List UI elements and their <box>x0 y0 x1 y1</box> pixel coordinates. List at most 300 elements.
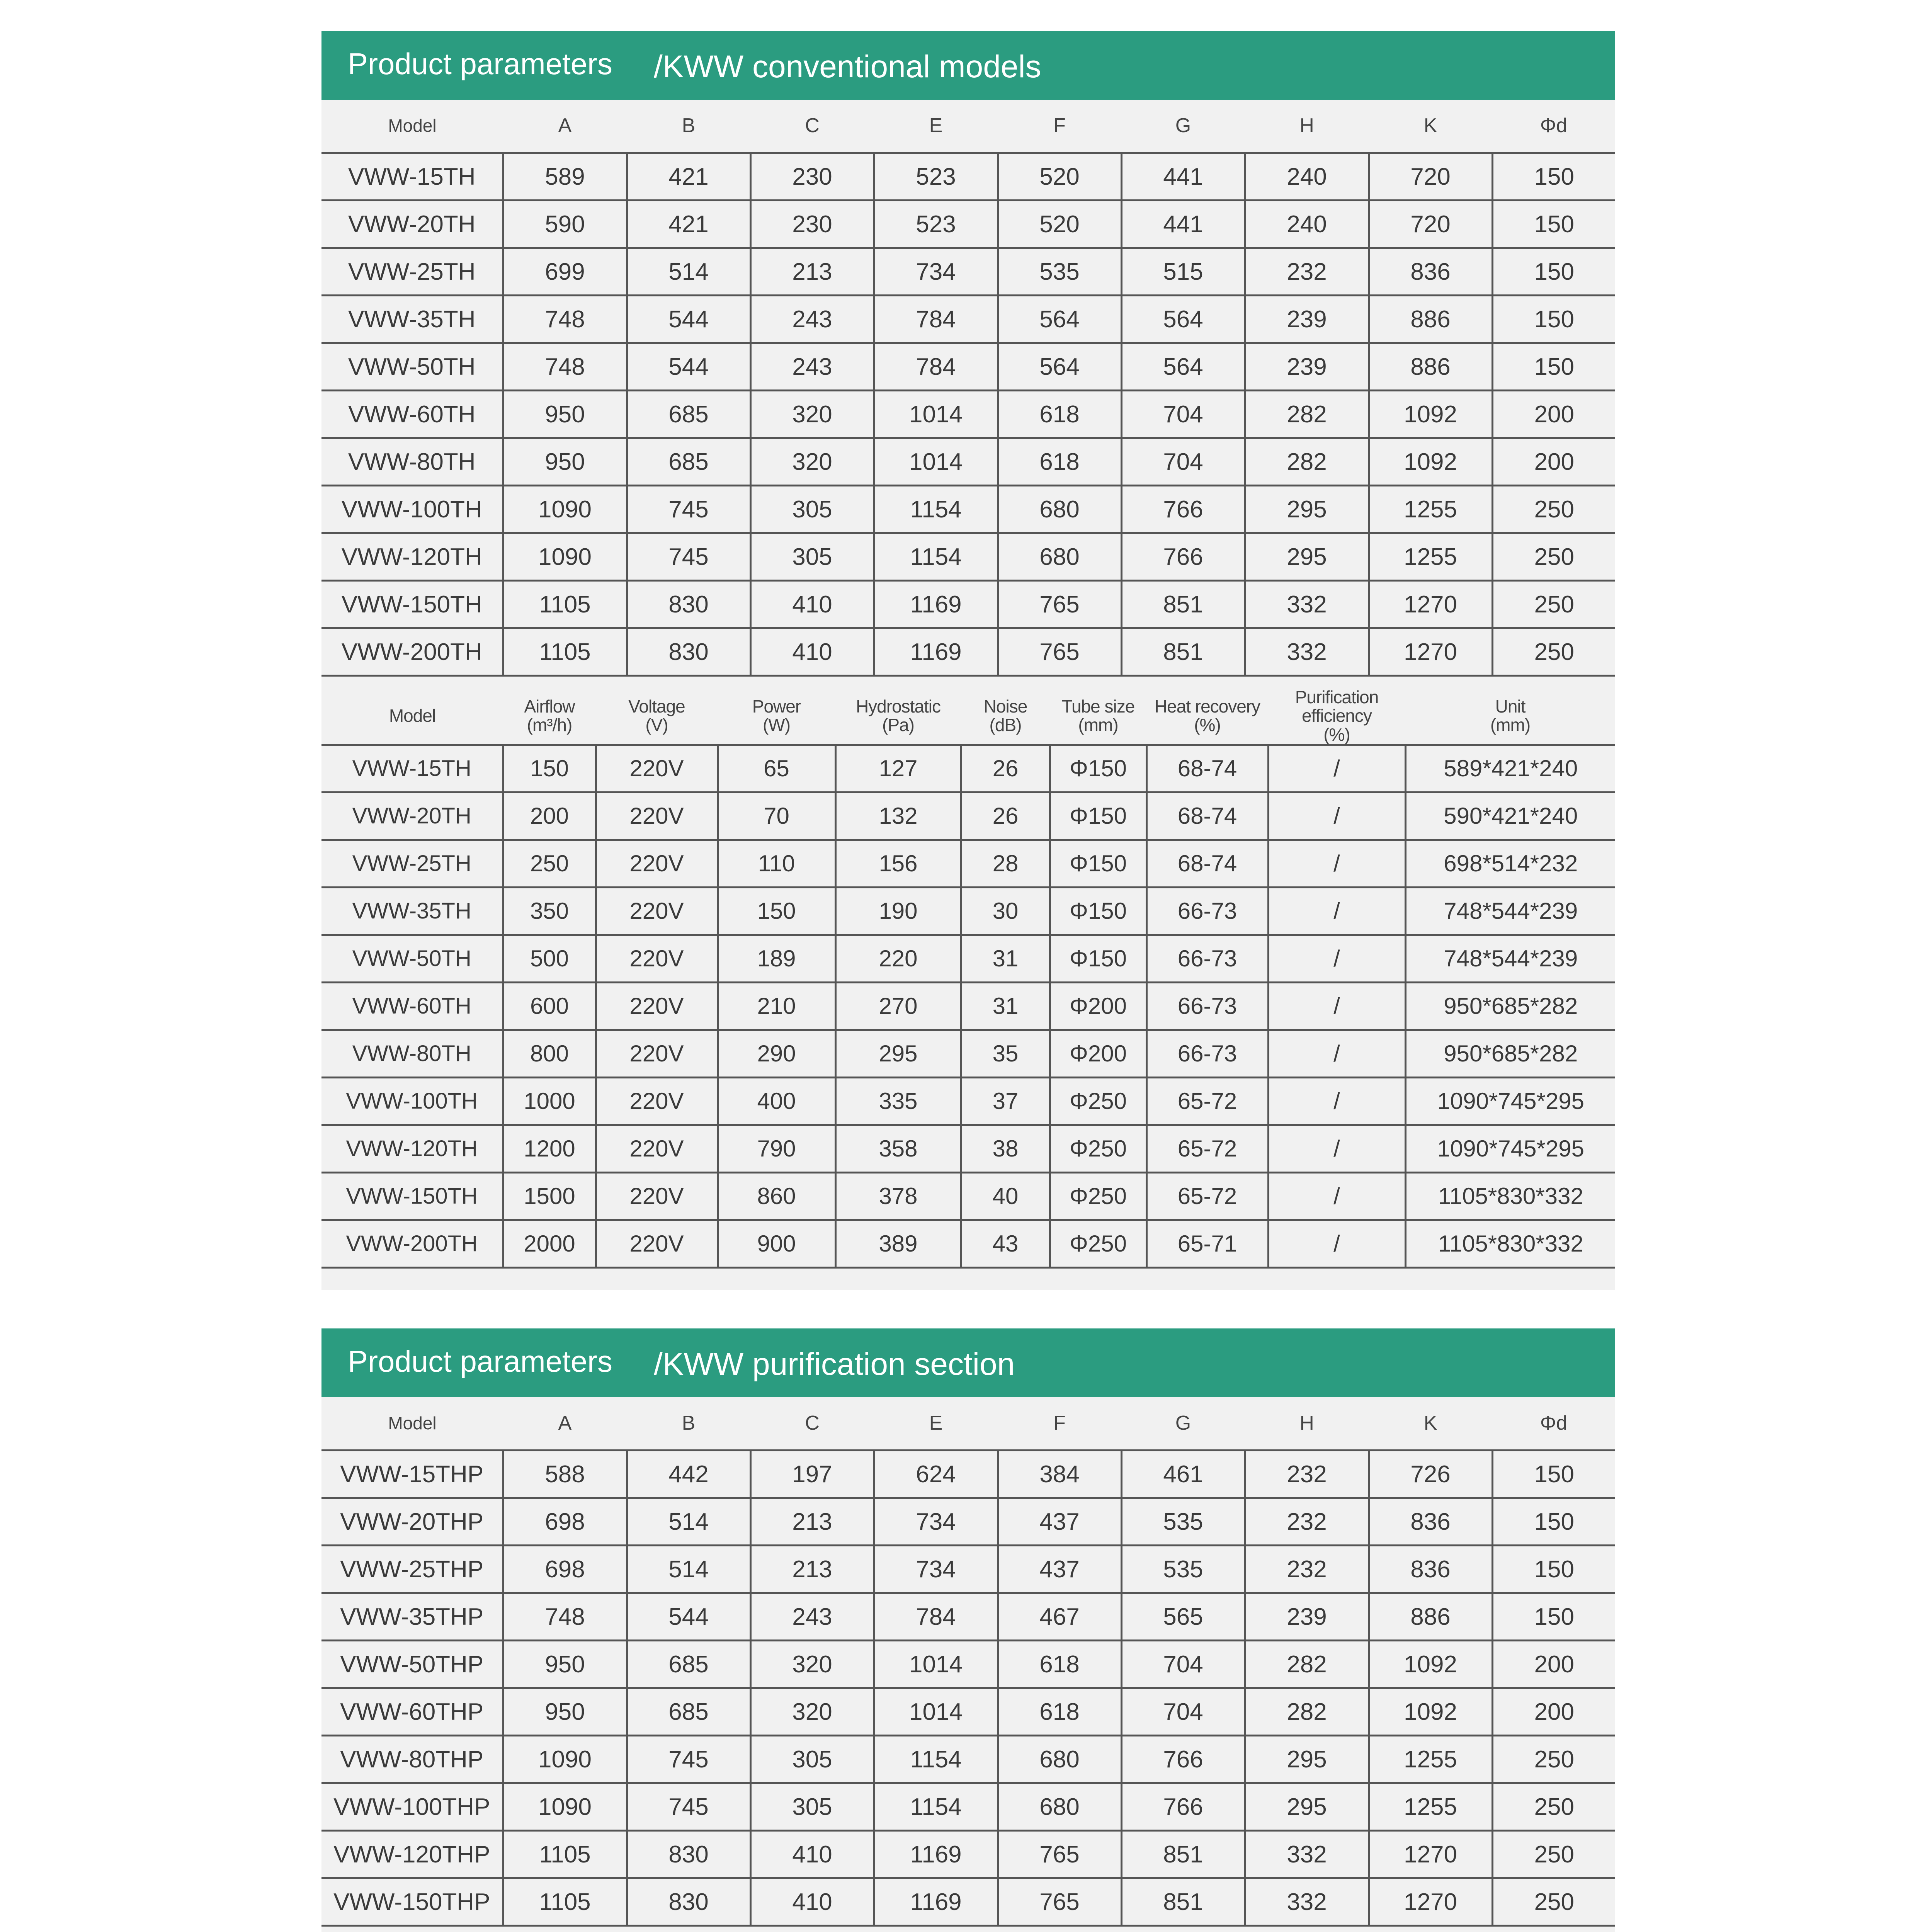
table-cell: 1105 <box>503 1878 627 1926</box>
table-cell: 410 <box>750 1878 874 1926</box>
table-cell: 282 <box>1245 1641 1369 1688</box>
table-cell: 726 <box>1369 1451 1492 1498</box>
model-cell: VWW-120THP <box>321 1831 503 1878</box>
table-cell: 1014 <box>874 391 998 438</box>
section-title: Product parameters <box>348 47 612 81</box>
column-header-label: Heat recovery <box>1154 696 1260 717</box>
table-cell: 1270 <box>1369 1878 1492 1926</box>
table-cell: 766 <box>1121 1783 1245 1831</box>
column-header-label: Hydrostatic <box>855 696 941 717</box>
table-cell: 68-74 <box>1146 840 1268 887</box>
table-cell: 232 <box>1245 1451 1369 1498</box>
column-header: Model <box>321 1397 503 1451</box>
table-cell: / <box>1268 1125 1405 1172</box>
column-header: G <box>1121 1397 1245 1451</box>
table-cell: 765 <box>998 628 1121 676</box>
table-header-row <box>321 1397 1615 1451</box>
column-header-label: Airflow <box>524 696 575 717</box>
table-cell: 150 <box>1492 1451 1615 1498</box>
model-cell: VWW-25TH <box>321 248 503 296</box>
table-cell: 332 <box>1245 1831 1369 1878</box>
table-cell: 523 <box>874 153 998 201</box>
table-cell: 250 <box>1492 1736 1615 1783</box>
table-cell: 441 <box>1121 201 1245 248</box>
table-cell: 704 <box>1121 391 1245 438</box>
table-row <box>321 581 1615 628</box>
table-cell: 437 <box>998 1546 1121 1593</box>
table-cell: 1169 <box>874 581 998 628</box>
model-cell: VWW-150TH <box>321 581 503 628</box>
model-cell: VWW-60TH <box>321 982 503 1030</box>
table-cell: 851 <box>1121 1831 1245 1878</box>
column-header <box>321 688 503 745</box>
model-cell: VWW-50TH <box>321 935 503 982</box>
column-header <box>596 688 718 745</box>
table-row <box>321 745 1615 792</box>
table-cell: 950*685*282 <box>1405 1030 1615 1077</box>
table-cell: 836 <box>1369 248 1492 296</box>
table-cell: 523 <box>874 201 998 248</box>
table-row <box>321 1878 1615 1926</box>
table-cell: 704 <box>1121 438 1245 486</box>
table-cell: 350 <box>503 887 596 935</box>
table-cell: 66-73 <box>1146 1030 1268 1077</box>
model-cell: VWW-100THP <box>321 1783 503 1831</box>
column-header: C <box>750 100 874 153</box>
column-header-unit: (Pa) <box>882 715 914 735</box>
table-cell: 220V <box>596 792 718 840</box>
table-cell: 320 <box>750 438 874 486</box>
table-cell: 680 <box>998 533 1121 581</box>
table-cell: 239 <box>1245 296 1369 343</box>
table-row <box>321 935 1615 982</box>
table-cell: 1270 <box>1369 628 1492 676</box>
table-cell: 1014 <box>874 438 998 486</box>
table-cell: 243 <box>750 296 874 343</box>
table-cell: 698 <box>503 1498 627 1546</box>
table-cell: 31 <box>961 935 1050 982</box>
table-cell: 243 <box>750 343 874 391</box>
table-cell: 1105 <box>503 1831 627 1878</box>
table-row <box>321 296 1615 343</box>
table-row <box>321 1498 1615 1546</box>
table-cell: 68-74 <box>1146 792 1268 840</box>
table-cell: 618 <box>998 1641 1121 1688</box>
table-cell: 421 <box>627 153 750 201</box>
table-header-row <box>321 100 1615 153</box>
table-cell: 520 <box>998 201 1121 248</box>
table-cell: 200 <box>503 792 596 840</box>
table-row <box>321 1641 1615 1688</box>
table-row <box>321 486 1615 533</box>
table-row <box>321 628 1615 676</box>
table-cell: 564 <box>1121 296 1245 343</box>
table-cell: 589*421*240 <box>1405 745 1615 792</box>
table-cell: 515 <box>1121 248 1245 296</box>
table-cell: 232 <box>1245 248 1369 296</box>
table-cell: 213 <box>750 248 874 296</box>
column-header: C <box>750 1397 874 1451</box>
table-cell: 745 <box>627 486 750 533</box>
table-row <box>321 1783 1615 1831</box>
table-cell: 800 <box>503 1030 596 1077</box>
table-cell: 150 <box>1492 248 1615 296</box>
column-header: B <box>627 100 750 153</box>
table-row <box>321 792 1615 840</box>
table-row <box>321 1688 1615 1736</box>
table-cell: 1169 <box>874 1831 998 1878</box>
table-cell: 1105*830*332 <box>1405 1220 1615 1267</box>
table-row <box>321 533 1615 581</box>
table-cell: Φ200 <box>1050 982 1146 1030</box>
table-cell: 442 <box>627 1451 750 1498</box>
table-cell: 240 <box>1245 153 1369 201</box>
table-cell: 766 <box>1121 533 1245 581</box>
purification-section <box>321 1328 1615 1932</box>
table-cell: 38 <box>961 1125 1050 1172</box>
table-cell: 600 <box>503 982 596 1030</box>
table-cell: 127 <box>835 745 961 792</box>
column-header: E <box>874 1397 998 1451</box>
table-cell: 68-74 <box>1146 745 1268 792</box>
column-header: Φd <box>1492 100 1615 153</box>
table-cell: / <box>1268 792 1405 840</box>
table-cell: 26 <box>961 792 1050 840</box>
table-cell: 295 <box>1245 533 1369 581</box>
table-cell: 220V <box>596 1030 718 1077</box>
table-cell: 900 <box>718 1220 835 1267</box>
table-cell: 704 <box>1121 1688 1245 1736</box>
column-header: H <box>1245 1397 1369 1451</box>
table-cell: 1270 <box>1369 1831 1492 1878</box>
table-cell: 150 <box>1492 1593 1615 1641</box>
column-header-unit: (W) <box>762 715 791 735</box>
column-header: G <box>1121 100 1245 153</box>
table-cell: 704 <box>1121 1641 1245 1688</box>
table-cell: 200 <box>1492 438 1615 486</box>
model-cell: VWW-200TH <box>321 628 503 676</box>
table-row <box>321 201 1615 248</box>
table-cell: 860 <box>718 1172 835 1220</box>
column-header: E <box>874 100 998 153</box>
model-cell: VWW-50THP <box>321 1641 503 1688</box>
table-cell: 514 <box>627 1546 750 1593</box>
table-cell: 734 <box>874 1498 998 1546</box>
table-cell: 564 <box>1121 343 1245 391</box>
column-header: F <box>998 100 1121 153</box>
table-cell: 544 <box>627 343 750 391</box>
table-cell: 1500 <box>503 1172 596 1220</box>
table-cell: 1255 <box>1369 533 1492 581</box>
table-cell: 564 <box>998 296 1121 343</box>
table-cell: 590*421*240 <box>1405 792 1615 840</box>
table-row <box>321 840 1615 887</box>
table-cell: 200 <box>1492 391 1615 438</box>
column-header-unit: (%) <box>1323 724 1350 745</box>
table-cell: / <box>1268 1077 1405 1125</box>
column-header-unit: (mm) <box>1490 715 1531 735</box>
table-cell: 389 <box>835 1220 961 1267</box>
column-header-unit: (mm) <box>1078 715 1118 735</box>
table-cell: 250 <box>1492 581 1615 628</box>
model-cell: VWW-120TH <box>321 533 503 581</box>
table-cell: 220V <box>596 840 718 887</box>
table-cell: 699 <box>503 248 627 296</box>
table-cell: 156 <box>835 840 961 887</box>
table-cell: Φ150 <box>1050 792 1146 840</box>
column-header <box>1405 688 1615 745</box>
table-cell: 784 <box>874 296 998 343</box>
section-subtitle: /KWW conventional models <box>654 49 1041 84</box>
table-row <box>321 1220 1615 1267</box>
table-cell: 305 <box>750 1736 874 1783</box>
table-cell: 685 <box>627 391 750 438</box>
table-cell: 150 <box>1492 153 1615 201</box>
table-cell: 270 <box>835 982 961 1030</box>
table-cell: 784 <box>874 1593 998 1641</box>
table-cell: Φ150 <box>1050 745 1146 792</box>
table-cell: 1092 <box>1369 1641 1492 1688</box>
table-cell: / <box>1268 1030 1405 1077</box>
table-cell: 250 <box>1492 1831 1615 1878</box>
table-cell: Φ150 <box>1050 935 1146 982</box>
model-cell: VWW-20TH <box>321 792 503 840</box>
column-header: K <box>1369 100 1492 153</box>
table-cell: 698 <box>503 1546 627 1593</box>
table-cell: 26 <box>961 745 1050 792</box>
table-cell: 748 <box>503 296 627 343</box>
table-cell: 950 <box>503 438 627 486</box>
table-cell: 886 <box>1369 296 1492 343</box>
table-cell: 282 <box>1245 391 1369 438</box>
table-cell: 680 <box>998 1783 1121 1831</box>
table-cell: / <box>1268 745 1405 792</box>
table-row <box>321 1831 1615 1878</box>
table-cell: 65 <box>718 745 835 792</box>
table-cell: 250 <box>1492 1878 1615 1926</box>
table-cell: Φ200 <box>1050 1030 1146 1077</box>
table-cell: 590 <box>503 201 627 248</box>
table-cell: Φ250 <box>1050 1125 1146 1172</box>
table-cell: 410 <box>750 628 874 676</box>
column-header <box>1050 688 1146 745</box>
table-cell: 500 <box>503 935 596 982</box>
table-cell: 680 <box>998 1736 1121 1783</box>
table-row <box>321 1125 1615 1172</box>
performance-table <box>321 688 1615 1269</box>
model-cell: VWW-60THP <box>321 1688 503 1736</box>
model-cell: VWW-60TH <box>321 391 503 438</box>
column-header: B <box>627 1397 750 1451</box>
model-cell: VWW-35TH <box>321 296 503 343</box>
table-cell: 213 <box>750 1498 874 1546</box>
table-cell: 320 <box>750 1688 874 1736</box>
column-header-unit: (m³/h) <box>527 715 572 735</box>
model-cell: VWW-80TH <box>321 1030 503 1077</box>
table-cell: 243 <box>750 1593 874 1641</box>
table-cell: 748 <box>503 1593 627 1641</box>
table-cell: 384 <box>998 1451 1121 1498</box>
table-cell: 421 <box>627 201 750 248</box>
table-cell: 467 <box>998 1593 1121 1641</box>
table-row <box>321 982 1615 1030</box>
section-subtitle: /KWW purification section <box>654 1347 1015 1382</box>
column-header: K <box>1369 1397 1492 1451</box>
table-cell: 734 <box>874 248 998 296</box>
model-cell: VWW-150TH <box>321 1172 503 1220</box>
column-header <box>835 688 961 745</box>
table-cell: 150 <box>503 745 596 792</box>
table-cell: 441 <box>1121 153 1245 201</box>
table-cell: 43 <box>961 1220 1050 1267</box>
table-cell: 1105 <box>503 581 627 628</box>
table-cell: 886 <box>1369 1593 1492 1641</box>
table-row <box>321 1546 1615 1593</box>
table-cell: 784 <box>874 343 998 391</box>
table-cell: 1105 <box>503 628 627 676</box>
section-title-bar <box>321 31 1615 100</box>
table-cell: 685 <box>627 1641 750 1688</box>
table-cell: 1270 <box>1369 581 1492 628</box>
table-row <box>321 391 1615 438</box>
table-cell: 514 <box>627 248 750 296</box>
table-cell: 70 <box>718 792 835 840</box>
table-cell: 239 <box>1245 343 1369 391</box>
table-row <box>321 248 1615 296</box>
table-cell: 698*514*232 <box>1405 840 1615 887</box>
model-cell: VWW-100TH <box>321 1077 503 1125</box>
column-header: F <box>998 1397 1121 1451</box>
table-cell: 1169 <box>874 1878 998 1926</box>
table-cell: 588 <box>503 1451 627 1498</box>
model-cell: VWW-80THP <box>321 1736 503 1783</box>
table-row <box>321 1593 1615 1641</box>
model-cell: VWW-120TH <box>321 1125 503 1172</box>
table-cell: 65-72 <box>1146 1172 1268 1220</box>
model-cell: VWW-25TH <box>321 840 503 887</box>
column-header-label: Noise <box>983 696 1027 717</box>
table-cell: 66-73 <box>1146 982 1268 1030</box>
model-cell: VWW-20TH <box>321 201 503 248</box>
table-cell: 150 <box>1492 1546 1615 1593</box>
model-cell: VWW-20THP <box>321 1498 503 1546</box>
table-cell: 189 <box>718 935 835 982</box>
table-cell: 295 <box>1245 1736 1369 1783</box>
table-cell: / <box>1268 935 1405 982</box>
table-cell: 618 <box>998 438 1121 486</box>
column-header: A <box>503 1397 627 1451</box>
table-cell: 110 <box>718 840 835 887</box>
table-cell: 745 <box>627 1783 750 1831</box>
column-header: H <box>1245 100 1369 153</box>
table-cell: 232 <box>1245 1498 1369 1546</box>
table-cell: 720 <box>1369 153 1492 201</box>
table-cell: 250 <box>1492 486 1615 533</box>
table-cell: 437 <box>998 1498 1121 1546</box>
table-row <box>321 153 1615 201</box>
table-cell: 1090 <box>503 533 627 581</box>
table-cell: 836 <box>1369 1546 1492 1593</box>
table-cell: 830 <box>627 1831 750 1878</box>
table-cell: 220V <box>596 1172 718 1220</box>
column-header: A <box>503 100 627 153</box>
table-cell: 745 <box>627 1736 750 1783</box>
table-cell: 220V <box>596 745 718 792</box>
table-cell: 685 <box>627 1688 750 1736</box>
table-cell: 220V <box>596 1220 718 1267</box>
table-cell: 1090*745*295 <box>1405 1077 1615 1125</box>
table-cell: 332 <box>1245 628 1369 676</box>
dimension-table <box>321 100 1615 677</box>
table-cell: 150 <box>1492 1498 1615 1546</box>
table-cell: 240 <box>1245 201 1369 248</box>
table-cell: 748*544*239 <box>1405 935 1615 982</box>
table-cell: 1092 <box>1369 391 1492 438</box>
table-row <box>321 438 1615 486</box>
table-cell: 305 <box>750 486 874 533</box>
table-cell: / <box>1268 840 1405 887</box>
table-cell: 282 <box>1245 438 1369 486</box>
table-cell: 200 <box>1492 1688 1615 1736</box>
table-cell: 1255 <box>1369 1783 1492 1831</box>
column-header <box>1268 688 1405 745</box>
table-row <box>321 1172 1615 1220</box>
table-cell: 320 <box>750 391 874 438</box>
table-cell: 295 <box>835 1030 961 1077</box>
table-cell: 514 <box>627 1498 750 1546</box>
table-cell: 950 <box>503 391 627 438</box>
table-cell: 461 <box>1121 1451 1245 1498</box>
table-cell: 200 <box>1492 1641 1615 1688</box>
table-cell: 65-72 <box>1146 1077 1268 1125</box>
table-cell: 1169 <box>874 628 998 676</box>
table-cell: 1154 <box>874 486 998 533</box>
table-cell: 520 <box>998 153 1121 201</box>
table-cell: 680 <box>998 486 1121 533</box>
table-cell: 1092 <box>1369 1688 1492 1736</box>
table-cell: Φ250 <box>1050 1077 1146 1125</box>
table-cell: 220V <box>596 982 718 1030</box>
table-cell: 213 <box>750 1546 874 1593</box>
column-header <box>503 688 596 745</box>
table-cell: 220 <box>835 935 961 982</box>
table-cell: 685 <box>627 438 750 486</box>
table-header-row <box>321 688 1615 745</box>
table-cell: / <box>1268 1172 1405 1220</box>
table-cell: 830 <box>627 1878 750 1926</box>
table-cell: 1105*830*332 <box>1405 1172 1615 1220</box>
table-cell: 851 <box>1121 581 1245 628</box>
column-header: Φd <box>1492 1397 1615 1451</box>
table-cell: 335 <box>835 1077 961 1125</box>
table-cell: 358 <box>835 1125 961 1172</box>
table-cell: 535 <box>1121 1546 1245 1593</box>
table-cell: 1000 <box>503 1077 596 1125</box>
table-cell: 150 <box>1492 296 1615 343</box>
table-cell: 30 <box>961 887 1050 935</box>
table-cell: 535 <box>998 248 1121 296</box>
model-cell: VWW-35THP <box>321 1593 503 1641</box>
table-cell: 1090*745*295 <box>1405 1125 1615 1172</box>
table-cell: 410 <box>750 581 874 628</box>
table-cell: 1200 <box>503 1125 596 1172</box>
table-cell: 332 <box>1245 1878 1369 1926</box>
table-cell: 851 <box>1121 1878 1245 1926</box>
table-cell: 2000 <box>503 1220 596 1267</box>
column-header <box>961 688 1050 745</box>
table-cell: 28 <box>961 840 1050 887</box>
column-header <box>1146 688 1268 745</box>
